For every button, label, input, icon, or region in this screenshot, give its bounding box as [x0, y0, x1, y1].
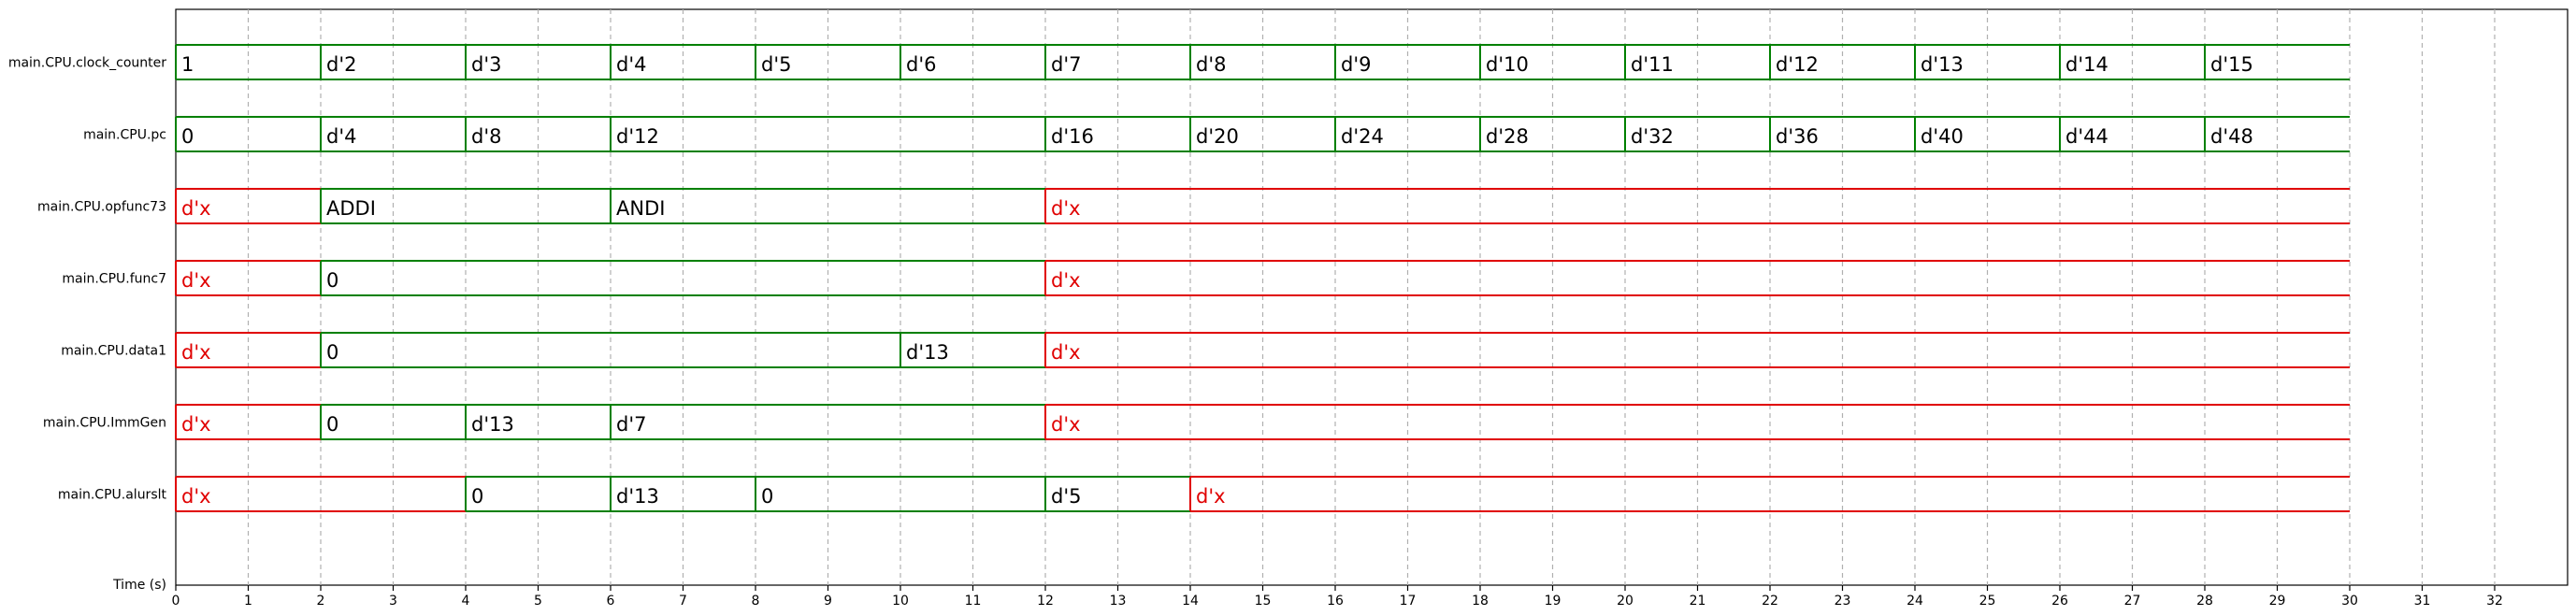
- segment-value: 0: [326, 413, 339, 436]
- segment-value: d'4: [326, 125, 357, 148]
- x-tick-label: 16: [1327, 594, 1344, 609]
- segment-value: d'44: [2065, 125, 2108, 148]
- segment-value: d'32: [1631, 125, 1674, 148]
- signal-name: main.CPU.alurslt: [57, 487, 166, 503]
- x-tick-label: 8: [751, 594, 760, 609]
- x-tick-label: 1: [244, 594, 252, 609]
- segment-value: ADDI: [326, 197, 376, 220]
- segment-value: d'x: [1196, 485, 1226, 508]
- segment-value: d'12: [616, 125, 659, 148]
- x-tick-label: 20: [1617, 594, 1633, 609]
- x-tick-label: 5: [534, 594, 542, 609]
- x-tick-label: 25: [1979, 594, 1996, 609]
- segment-value: 0: [181, 125, 194, 148]
- x-tick-label: 10: [892, 594, 909, 609]
- x-tick-label: 19: [1544, 594, 1561, 609]
- x-tick-label: 6: [606, 594, 615, 609]
- segment-value: 1: [181, 53, 194, 76]
- segment-value: d'40: [1921, 125, 1964, 148]
- x-tick-label: 28: [2196, 594, 2213, 609]
- segment-value: d'5: [1051, 485, 1082, 508]
- signal-name: main.CPU.ImmGen: [42, 415, 166, 431]
- segment-value: 0: [761, 485, 774, 508]
- segment-value: ANDI: [616, 197, 666, 220]
- x-tick-label: 27: [2123, 594, 2141, 609]
- signal-name: main.CPU.clock_counter: [7, 55, 166, 71]
- segment-value: d'13: [1921, 53, 1964, 76]
- x-tick-label: 17: [1399, 594, 1417, 609]
- x-tick-label: 29: [2268, 594, 2286, 609]
- segment-value: d'11: [1631, 53, 1674, 76]
- segment-value: 0: [326, 341, 339, 364]
- signal-name: main.CPU.func7: [62, 271, 166, 287]
- signal-name: main.CPU.opfunc73: [37, 199, 166, 215]
- segment-value: d'10: [1486, 53, 1529, 76]
- x-tick-label: 9: [824, 594, 832, 609]
- x-tick-label: 2: [316, 594, 325, 609]
- segment-value: d'48: [2210, 125, 2253, 148]
- segment-value: d'6: [906, 53, 937, 76]
- segment-value: d'28: [1486, 125, 1529, 148]
- segment-value: d'13: [906, 341, 949, 364]
- segment-value: d'8: [1196, 53, 1227, 76]
- segment-value: d'20: [1196, 125, 1239, 148]
- x-tick-label: 30: [2341, 594, 2358, 609]
- segment-value: d'3: [471, 53, 502, 76]
- x-tick-label: 7: [679, 594, 687, 609]
- segment-value: d'2: [326, 53, 357, 76]
- x-tick-label: 21: [1689, 594, 1706, 609]
- segment-value: d'7: [616, 413, 647, 436]
- x-tick-label: 32: [2486, 594, 2503, 609]
- x-tick-label: 18: [1472, 594, 1489, 609]
- signal-name: main.CPU.pc: [83, 127, 166, 143]
- segment-value: d'36: [1776, 125, 1819, 148]
- segment-value: d'x: [1051, 269, 1081, 292]
- x-tick-label: 15: [1254, 594, 1272, 609]
- x-tick-label: 14: [1182, 594, 1199, 609]
- segment-value: d'x: [1051, 413, 1081, 436]
- segment-value: d'24: [1341, 125, 1384, 148]
- x-axis-label: Time (s): [113, 578, 166, 593]
- segment-value: d'9: [1341, 53, 1372, 76]
- grid-lines: [249, 9, 2496, 585]
- segment-value: d'12: [1776, 53, 1819, 76]
- signal-labels: [8, 56, 167, 503]
- x-axis: [172, 585, 2503, 609]
- segment-value: d'4: [616, 53, 647, 76]
- segment-value: d'x: [1051, 197, 1081, 220]
- plot-frame: [176, 9, 2568, 585]
- segment-value: d'5: [761, 53, 792, 76]
- x-tick-label: 24: [1907, 594, 1923, 609]
- x-tick-label: 3: [389, 594, 397, 609]
- segment-value: d'x: [181, 269, 211, 292]
- segment-value: d'13: [616, 485, 659, 508]
- segment-value: d'14: [2065, 53, 2108, 76]
- segment-value: d'13: [471, 413, 514, 436]
- segment-value: d'7: [1051, 53, 1082, 76]
- segment-value: d'15: [2210, 53, 2253, 76]
- signal-name: main.CPU.data1: [61, 343, 166, 359]
- x-tick-label: 26: [2051, 594, 2068, 609]
- x-tick-label: 12: [1037, 594, 1054, 609]
- segment-value: d'x: [1051, 341, 1081, 364]
- segment-value: d'8: [471, 125, 502, 148]
- x-tick-label: 22: [1762, 594, 1778, 609]
- segment-value: d'16: [1051, 125, 1094, 148]
- segment-value: d'x: [181, 197, 211, 220]
- segment-value: d'x: [181, 341, 211, 364]
- x-tick-label: 23: [1834, 594, 1851, 609]
- segment-value: 0: [471, 485, 484, 508]
- segment-value: d'x: [181, 413, 211, 436]
- x-tick-label: 31: [2413, 594, 2431, 609]
- x-tick-label: 0: [171, 594, 180, 609]
- x-tick-label: 4: [461, 594, 470, 609]
- x-tick-label: 13: [1109, 594, 1127, 609]
- segment-value: 0: [326, 269, 339, 292]
- x-tick-label: 11: [964, 594, 982, 609]
- segment-value: d'x: [181, 485, 211, 508]
